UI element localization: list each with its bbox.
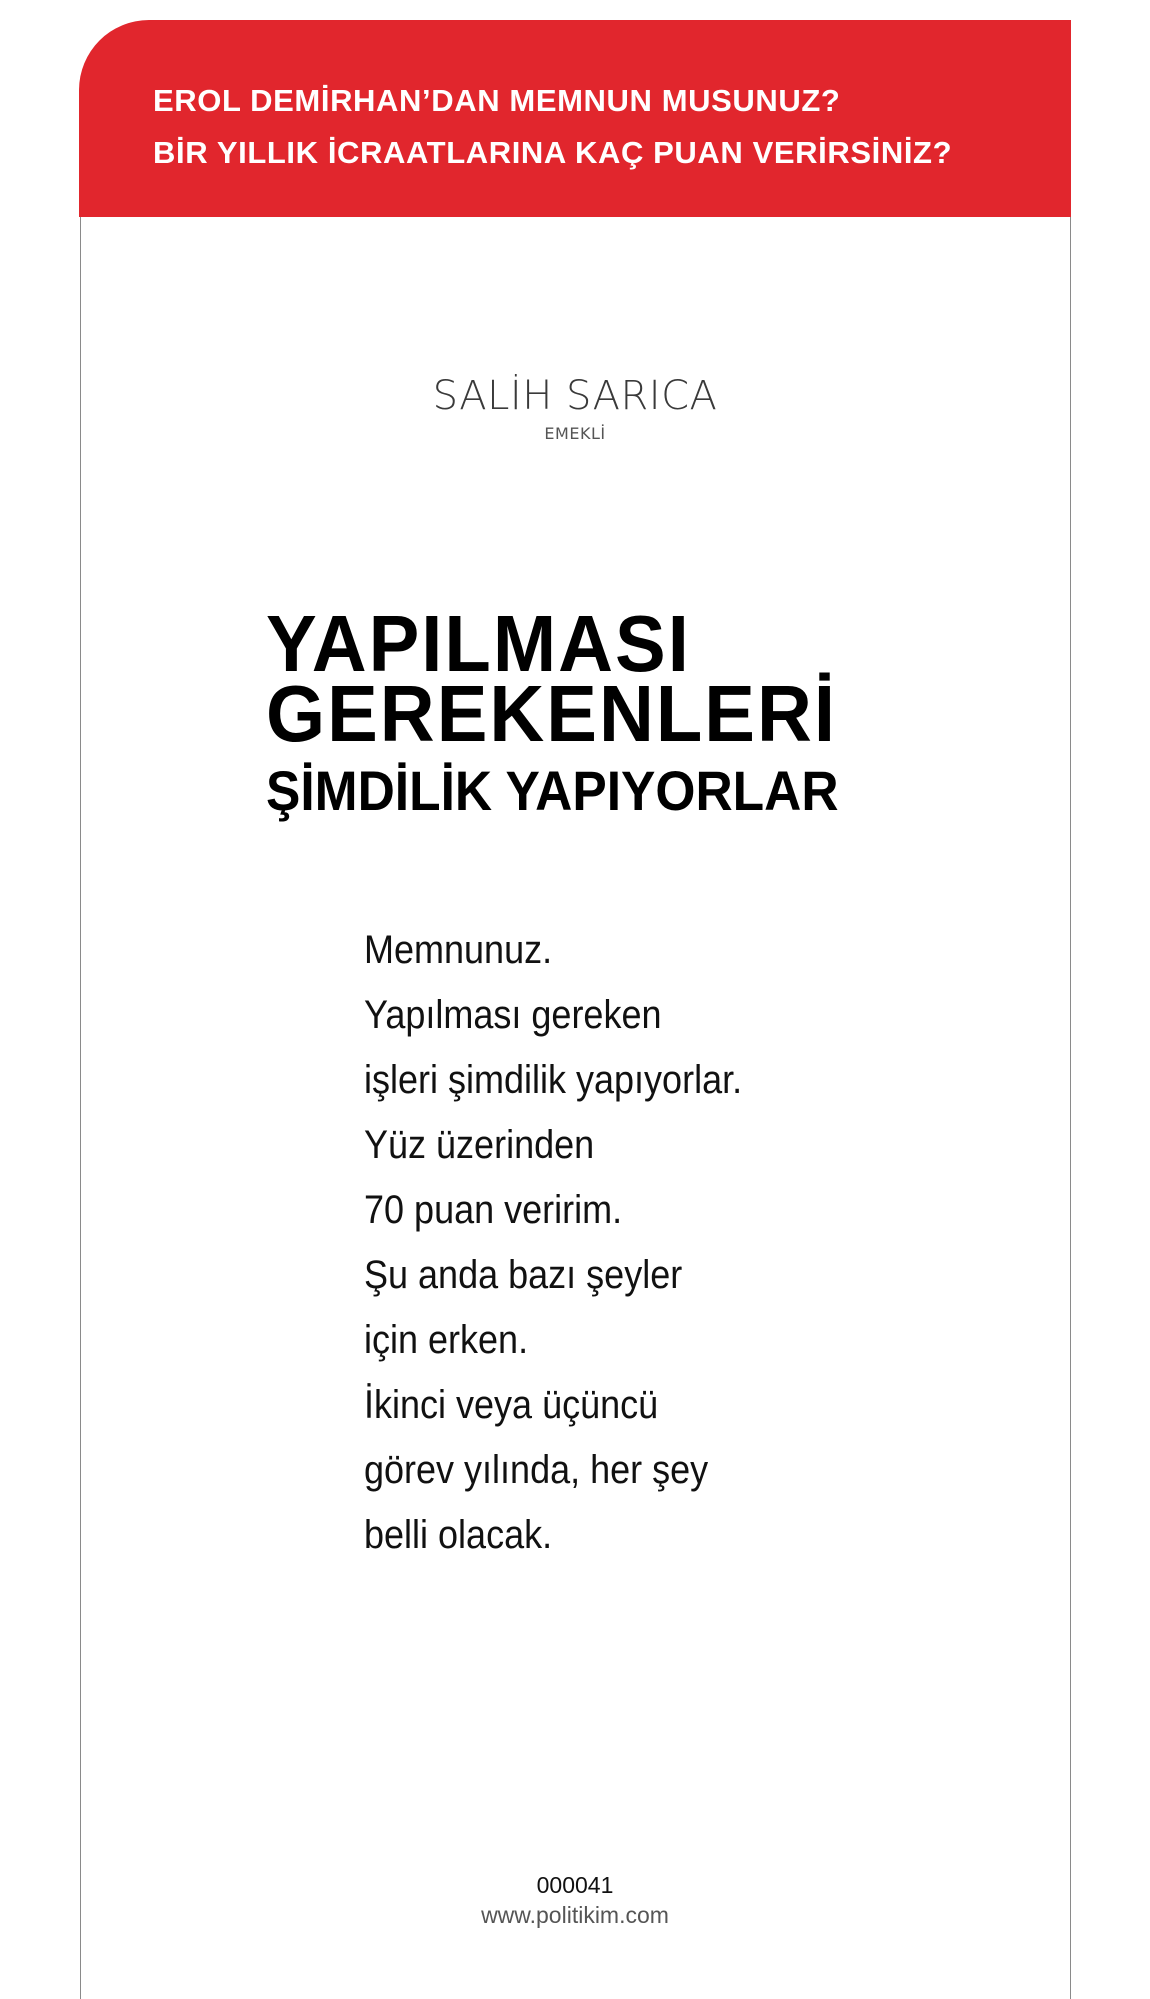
answer-line: görev yılında, her şey [364,1448,709,1492]
author-role: EMEKLİ [544,424,606,443]
answer-line: 70 puan veririm. [364,1188,623,1232]
frame-border-right [1070,217,1071,1999]
answer-line: işleri şimdilik yapıyorlar. [364,1058,743,1102]
answer-line: İkinci veya üçüncü [364,1383,659,1427]
page-code: 000041 [536,1872,614,1898]
headline-line-2: GEREKENLERİ [266,669,837,759]
header-banner [79,20,1071,217]
frame-border-left [80,217,81,1999]
headline-line-1: YAPILMASI [266,599,691,689]
answer-line: belli olacak. [364,1513,553,1557]
survey-question-line-2: BİR YILLIK İCRAATLARINA KAÇ PUAN VERİRSİNİZ? [153,135,953,170]
author-block [0,372,1150,443]
answer-line: Yüz üzerinden [364,1123,595,1167]
headline-line-3: ŞİMDİLİK YAPIYORLAR [266,759,839,822]
survey-question-line-1: EROL DEMİRHAN’DAN MEMNUN MUSUNUZ? [153,83,841,118]
headline [266,599,888,826]
author-name: SALİH SARICA [432,373,718,419]
answer-line: için erken. [364,1318,529,1362]
website-url: www.politikim.com [481,1902,669,1928]
answer-text [364,918,784,1568]
footer [0,1870,1150,1930]
answer-line: Şu anda bazı şeyler [364,1253,683,1297]
answer-line: Memnunuz. [364,928,553,972]
answer-line: Yapılması gereken [364,993,662,1037]
